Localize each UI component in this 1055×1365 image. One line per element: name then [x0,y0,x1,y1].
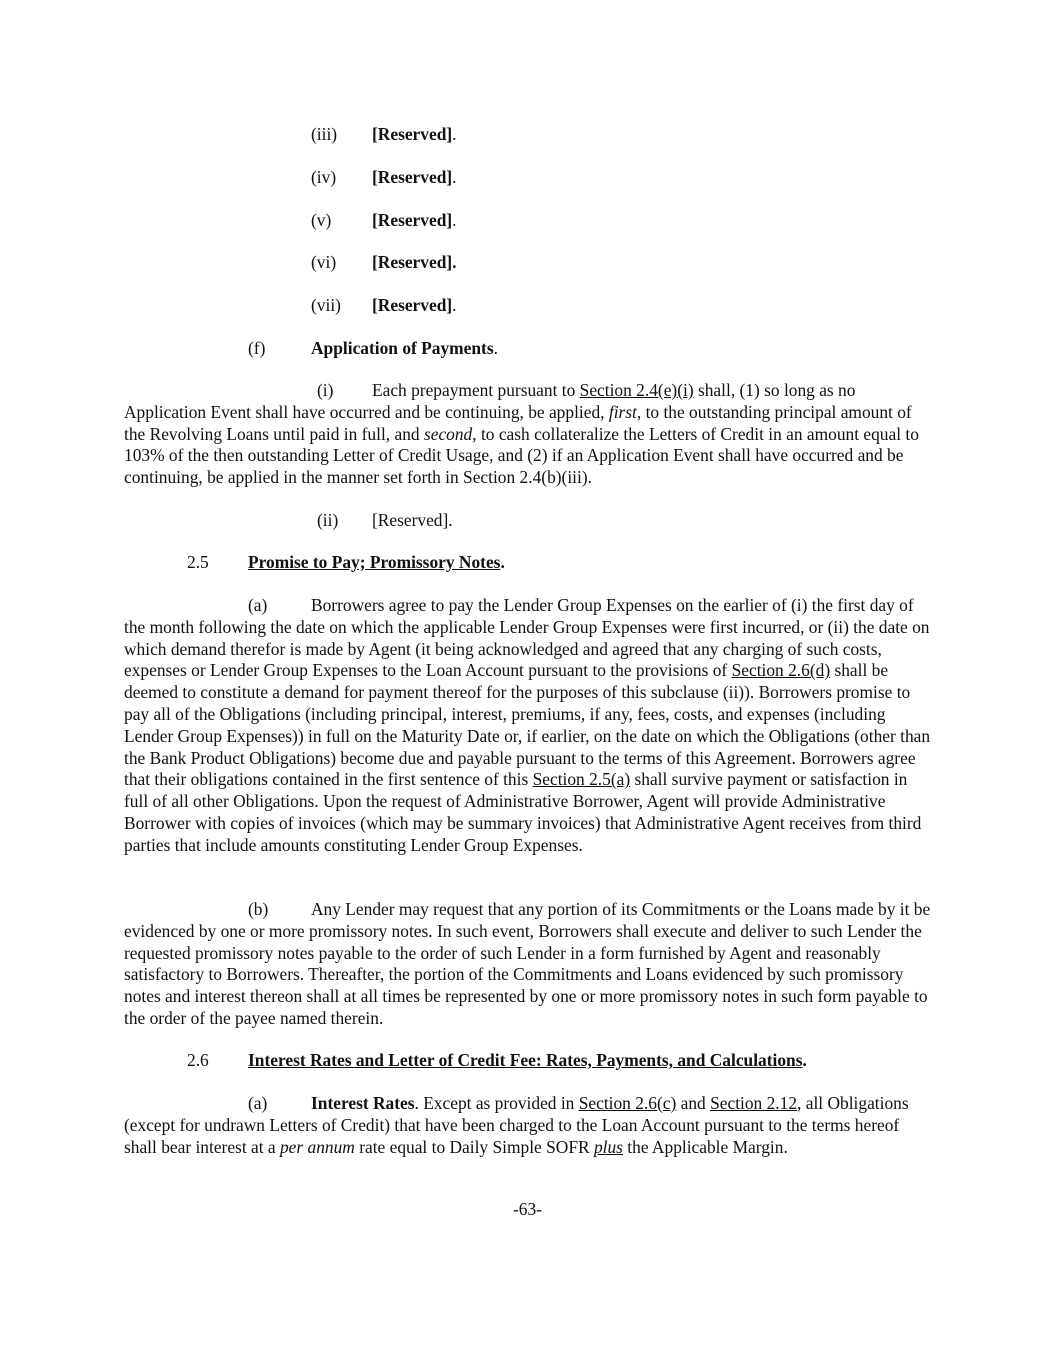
section-label: 2.5 [187,552,209,572]
text-run: [Reserved] [372,210,453,230]
section-label: (iv) [311,167,337,187]
cross-reference: Interest Rates and Letter of Credit Fee: Rates, Payments, and Calculations [248,1050,803,1070]
section-label: (a) [248,1093,268,1113]
text-run: , to cash collateralize the Letters of Credit in an amount equal to 103% of the then outstanding Letter of Credit Usage, and (2) if an Application Event shall have occurred and be continuing, be applied in the manner set forth in Section 2.4(b)(iii). [124,423,919,488]
text-run: shall be deemed to constitute a demand for payment thereof for the purposes of this subclause (ii)). Borrowers promise to pay all of the Obligations (including principal, interest, premiums, if any, fees, costs, and expenses (including Lender Group Expenses)) in full on the Maturity Date or, if earlier, on the date on which the Obligations (other than the Bank Product Obligations) become due and payable pursuant to the terms of this Agreement. Borrowers agree that their obligations contained in the first sentence of this [124,660,931,790]
heading-line [187,1050,807,1072]
text-run: . [493,338,498,358]
section-label: (i) [317,380,334,400]
cross-reference: Section 2.6(c) [578,1093,677,1113]
section-label: (vi) [311,252,337,272]
heading-line [311,124,457,146]
text-run: , to the outstanding principal amount of the Revolving Loans until paid in full, and [124,401,912,444]
text-run: per annum [279,1136,355,1157]
paragraph [124,380,934,489]
text-run: first [608,401,637,422]
cross-reference: Promise to Pay; Promissory Notes [248,552,501,572]
text-run: [Reserved] [372,167,453,187]
text-run: . [802,1050,807,1070]
text-run: Any Lender may request that any portion of its Commitments or the Loans made by it be evidenced by one or more promissory notes. In such event, Borrowers shall execute and deliver to such Lender the requested promissory notes payable to the order of such Lender in a form furnished by Agent and reasonably satisfactory to Borrowers. Thereafter, the portion of the Commitments and Loans evidenced by such promissory notes and interest thereon shall at all times be represented by one or more promissory notes in such form payable to the order of the payee named therein. [124,899,931,1028]
heading-line [187,552,505,574]
text-run: [Reserved]. [372,510,453,530]
section-label: (b) [248,899,269,919]
section-label: (v) [311,210,332,230]
text-run: Borrowers agree to pay the Lender Group Expenses on the earlier of (i) the first day of the month following the date on which the applicable Lender Group Expenses were first incurred, or (ii) the date on which demand therefor is made by Agent (it being acknowledged and agreed that any charging of such costs, expenses or Lender Group Expenses to the Loan Account pursuant to the provisions of [124,595,930,681]
text-run: [Reserved] [372,295,453,315]
text-run: shall survive payment or satisfaction in full of all other Obligations. Upon the request of Administrative Borrower, Agent will provide Administrative Borrower with copies of invoices (which may be summary invoices) that Administrative Agent receives from third parties that include amounts constituting Lender Group Expenses. [124,769,922,855]
paragraph [124,899,934,1030]
section-label: 2.6 [187,1050,209,1070]
cross-reference: Section 2.5(a) [532,769,631,790]
text-run: and [676,1093,711,1113]
heading-line [311,167,457,189]
text-run: Application of Payments [311,338,494,358]
paragraph [124,1093,934,1158]
text-run: . [452,295,457,315]
cross-reference: Section 2.12 [710,1093,798,1113]
cross-reference: plus [593,1136,623,1157]
text-run: second [423,423,473,444]
section-label: (vii) [311,295,341,315]
heading-line [311,252,457,274]
heading-line [317,510,453,532]
text-run: . [500,552,505,572]
text-run: rate equal to Daily Simple SOFR [354,1136,594,1157]
text-run: [Reserved] [372,124,453,144]
text-run: . [452,210,457,230]
text-run: , all Obligations (except for undrawn Letters of Credit) that have been charged to the Loan Account pursuant to the terms hereof shall bear interest at a [124,1093,909,1157]
heading-line [311,295,457,317]
section-label: (a) [248,595,268,615]
cross-reference: Section 2.6(d) [731,660,831,681]
heading-line [248,338,498,360]
cross-reference: Section 2.4(e)(i) [579,380,694,400]
section-label: (f) [248,338,266,358]
text-run: Each prepayment pursuant to [372,380,580,400]
text-run: the Applicable Margin. [622,1136,788,1157]
heading-line [311,210,457,232]
section-label: (ii) [317,510,339,530]
section-label: (iii) [311,124,338,144]
text-run: Interest Rates [311,1093,415,1113]
text-run: shall, (1) so long as no Application Event shall have occurred and be continuing, be applied, [124,380,856,422]
text-run: . [452,167,457,187]
text-run: [Reserved]. [372,252,457,272]
text-run: . Except as provided in [414,1093,579,1113]
paragraph [124,595,934,857]
page-number: -63- [513,1199,542,1219]
text-run: . [452,124,457,144]
